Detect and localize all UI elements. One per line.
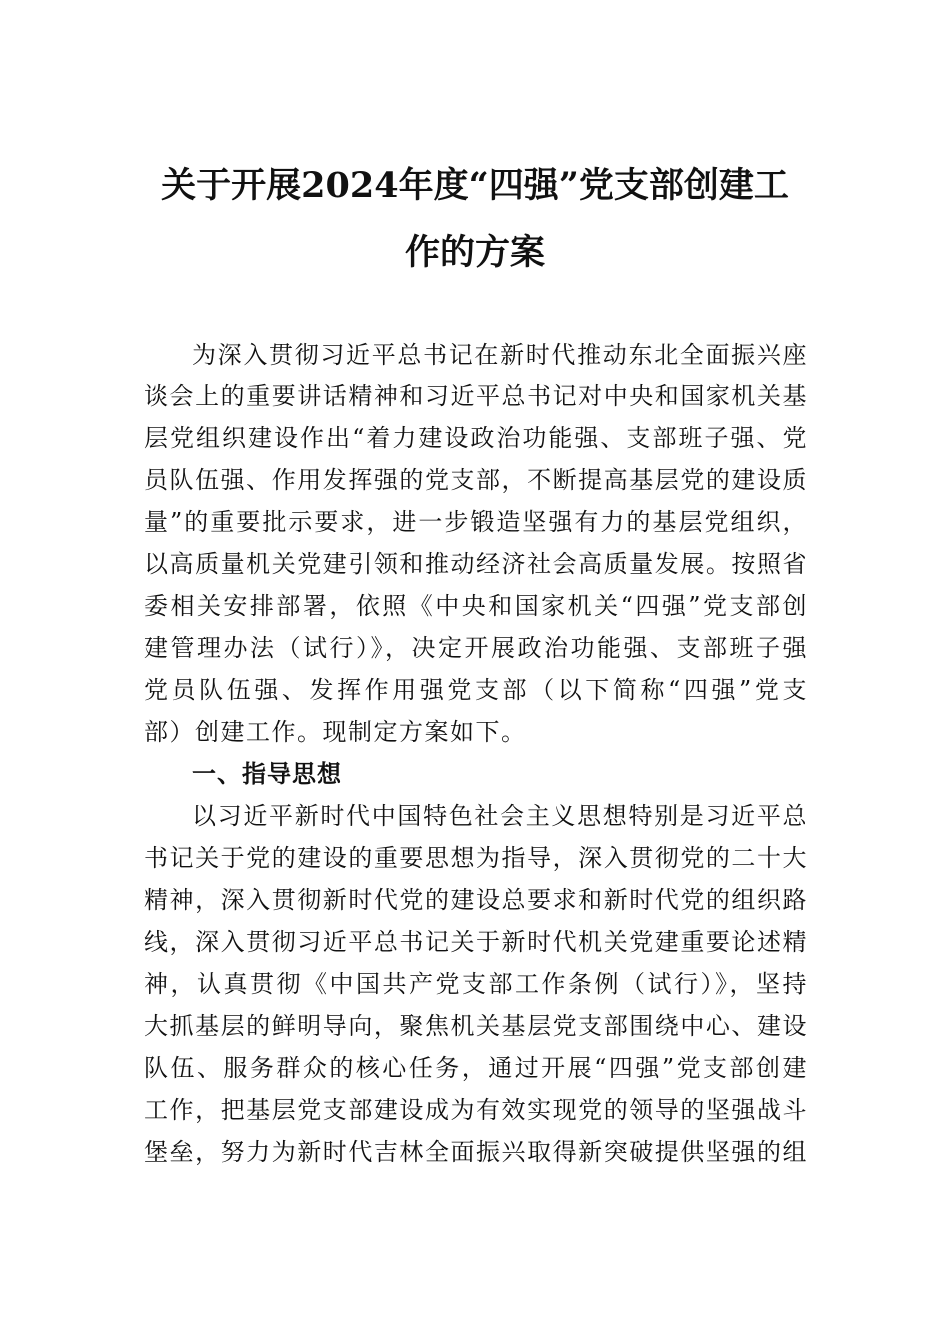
paragraph-1-line: 委相关安排部署，依照《中央和国家机关“四强”党支部创 (144, 592, 808, 620)
paragraph-2-line: 书记关于党的建设的重要思想为指导，深入贯彻党的二十大 (144, 844, 808, 872)
paragraph-2-line: 队伍、服务群众的核心任务，通过开展“四强”党支部创建 (144, 1054, 808, 1082)
paragraph-2-line: 大抓基层的鲜明导向，聚焦机关基层党支部围绕中心、建设 (144, 1012, 808, 1040)
paragraph-1-line: 部）创建工作。现制定方案如下。 (144, 718, 527, 746)
document-title-line-2: 作的方案 (404, 232, 545, 273)
paragraph-1-line: 量”的重要批示要求，进一步锻造坚强有力的基层党组织， (144, 508, 808, 536)
paragraph-1-line: 员队伍强、作用发挥强的党支部，不断提高基层党的建设质 (144, 466, 808, 494)
paragraph-1-line: 层党组织建设作出“着力建设政治功能强、支部班子强、党 (144, 424, 808, 452)
document-title-line-1: 关于开展2024年度“四强”党支部创建工 (161, 165, 789, 206)
paragraph-1-line: 以高质量机关党建引领和推动经济社会高质量发展。按照省 (144, 550, 808, 578)
paragraph-2-line: 神，认真贯彻《中国共产党支部工作条例（试行）》，坚持 (144, 970, 808, 998)
section-heading-1: 一、指导思想 (192, 760, 342, 788)
paragraph-1-line: 谈会上的重要讲话精神和习近平总书记对中央和国家机关基 (144, 382, 808, 410)
paragraph-2-line: 以习近平新时代中国特色社会主义思想特别是习近平总 (192, 802, 808, 830)
paragraph-2-line: 堡垒，努力为新时代吉林全面振兴取得新突破提供坚强的组 (144, 1138, 808, 1166)
paragraph-2-line: 精神，深入贯彻新时代党的建设总要求和新时代党的组织路 (144, 886, 808, 914)
paragraph-1-line: 为深入贯彻习近平总书记在新时代推动东北全面振兴座 (192, 341, 808, 369)
paragraph-2-line: 工作，把基层党支部建设成为有效实现党的领导的坚强战斗 (144, 1096, 808, 1124)
paragraph-1-line: 建管理办法（试行）》，决定开展政治功能强、支部班子强 (144, 634, 808, 662)
paragraph-1-line: 党员队伍强、发挥作用强党支部（以下简称“四强”党支 (144, 676, 808, 704)
paragraph-2-line: 线，深入贯彻习近平总书记关于新时代机关党建重要论述精 (144, 928, 808, 956)
